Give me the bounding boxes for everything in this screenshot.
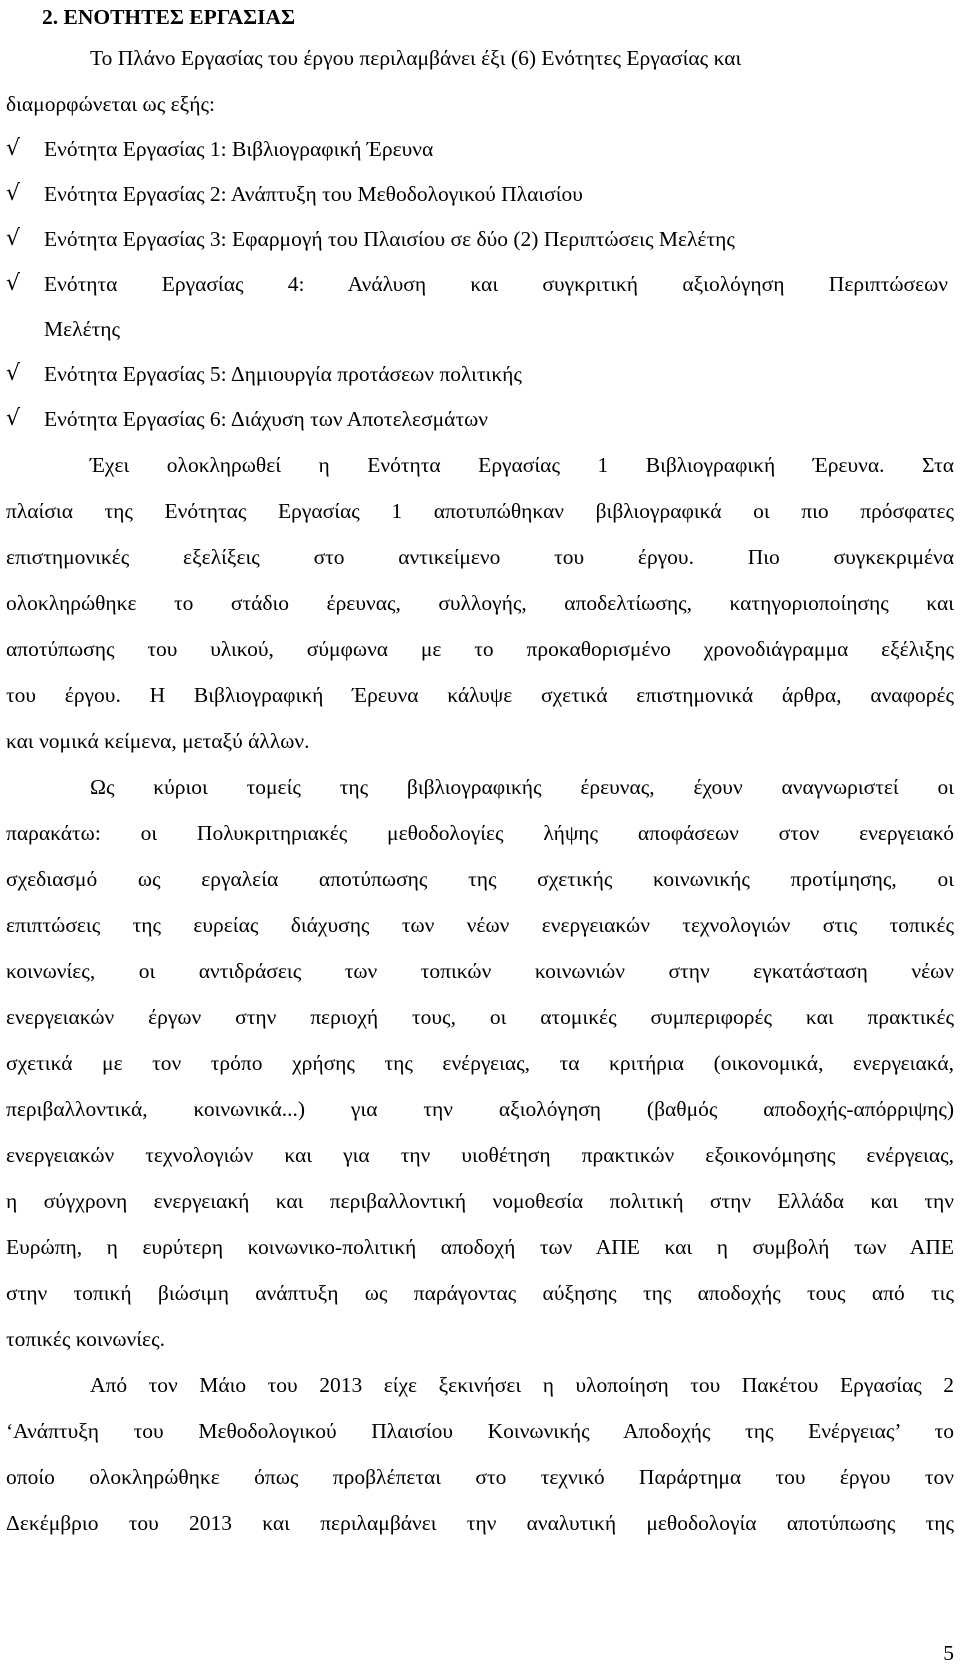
- check-icon: √: [6, 181, 21, 206]
- paragraph-1-line: ολοκληρώθηκε το στάδιο έρευνας, συλλογής, αποδελτίωσης, κατηγοριοποίησης και: [6, 591, 954, 615]
- page-number: 5: [943, 1641, 954, 1665]
- intro-line-1: Το Πλάνο Εργασίας του έργου περιλαμβάνει έξι (6) Ενότητες Εργασίας και: [90, 46, 742, 70]
- paragraph-2-line: επιπτώσεις της ευρείας διάχυσης των νέων ενεργειακών τεχνολογιών στις τοπικές: [6, 913, 954, 937]
- check-icon: √: [6, 136, 21, 161]
- check-icon: √: [6, 271, 21, 296]
- paragraph-1-line: και νομικά κείμενα, μεταξύ άλλων.: [6, 729, 310, 753]
- paragraph-3-line: Δεκέμβριο του 2013 και περιλαμβάνει την αναλυτική μεθοδολογία αποτύπωσης της: [6, 1511, 954, 1535]
- paragraph-1-line: Έχει ολοκληρωθεί η Ενότητα Εργασίας 1 Βιβλιογραφική Έρευνα. Στα: [90, 453, 954, 477]
- paragraph-3-line: Από τον Μάιο του 2013 είχε ξεκινήσει η υλοποίηση του Πακέτου Εργασίας 2: [90, 1373, 954, 1397]
- paragraph-1-line: του έργου. Η Βιβλιογραφική Έρευνα κάλυψε σχετικά επιστημονικά άρθρα, αναφορές: [6, 683, 954, 707]
- section-heading: 2. ΕΝΟΤΗΤΕΣ ΕΡΓΑΣΙΑΣ: [42, 5, 296, 29]
- paragraph-2-line: στην τοπική βιώσιμη ανάπτυξη ως παράγοντας αύξησης της αποδοχής τους από τις: [6, 1281, 954, 1305]
- check-icon: √: [6, 361, 21, 386]
- paragraph-3-line: οποίο ολοκληρώθηκε όπως προβλέπεται στο τεχνικό Παράρτημα του έργου τον: [6, 1465, 954, 1489]
- paragraph-1-line: αποτύπωσης του υλικού, σύμφωνα με το προκαθορισμένο χρονοδιάγραμμα εξέλιξης: [6, 637, 954, 661]
- work-package-item-5: Ενότητα Εργασίας 5: Δημιουργία προτάσεων πολιτικής: [44, 362, 522, 386]
- paragraph-2-line: η σύγχρονη ενεργειακή και περιβαλλοντική νομοθεσία πολιτική στην Ελλάδα και την: [6, 1189, 954, 1213]
- work-package-item-2: Ενότητα Εργασίας 2: Ανάπτυξη του Μεθοδολογικού Πλαισίου: [44, 182, 583, 206]
- paragraph-2-line: τοπικές κοινωνίες.: [6, 1327, 165, 1351]
- work-package-item-6: Ενότητα Εργασίας 6: Διάχυση των Αποτελεσμάτων: [44, 407, 488, 431]
- paragraph-2-line: κοινωνίες, οι αντιδράσεις των τοπικών κοινωνιών στην εγκατάσταση νέων: [6, 959, 954, 983]
- paragraph-2-line: σχεδιασμό ως εργαλεία αποτύπωσης της σχετικής κοινωνικής προτίμησης, οι: [6, 867, 954, 891]
- paragraph-3-line: ‘Ανάπτυξη του Μεθοδολογικού Πλαισίου Κοινωνικής Αποδοχής της Ενέργειας’ το: [6, 1419, 954, 1443]
- check-icon: √: [6, 406, 21, 431]
- work-package-item-4: Ενότητα Εργασίας 4: Ανάλυση και συγκριτική αξιολόγηση Περιπτώσεων: [44, 272, 948, 296]
- work-package-item-1: Ενότητα Εργασίας 1: Βιβλιογραφική Έρευνα: [44, 137, 434, 161]
- check-icon: √: [6, 226, 21, 251]
- paragraph-1-line: επιστημονικές εξελίξεις στο αντικείμενο του έργου. Πιο συγκεκριμένα: [6, 545, 954, 569]
- paragraph-2-line: περιβαλλοντικά, κοινωνικά...) για την αξιολόγηση (βαθμός αποδοχής-απόρριψης): [6, 1097, 954, 1121]
- paragraph-2-line: Ευρώπη, η ευρύτερη κοινωνικο-πολιτική αποδοχή των ΑΠΕ και η συμβολή των ΑΠΕ: [6, 1235, 954, 1259]
- work-package-item-4-continuation: Μελέτης: [44, 317, 120, 341]
- intro-line-2: διαμορφώνεται ως εξής:: [6, 92, 215, 116]
- paragraph-2-line: Ως κύριοι τομείς της βιβλιογραφικής έρευνας, έχουν αναγνωριστεί οι: [90, 775, 954, 799]
- paragraph-2-line: παρακάτω: οι Πολυκριτηριακές μεθοδολογίες λήψης αποφάσεων στον ενεργειακό: [6, 821, 954, 845]
- paragraph-2-line: ενεργειακών τεχνολογιών και για την υιοθέτηση πρακτικών εξοικονόμησης ενέργειας,: [6, 1143, 954, 1167]
- work-package-item-3: Ενότητα Εργασίας 3: Εφαρμογή του Πλαισίου σε δύο (2) Περιπτώσεις Μελέτης: [44, 227, 735, 251]
- paragraph-2-line: σχετικά με τον τρόπο χρήσης της ενέργειας, τα κριτήρια (οικονομικά, ενεργειακά,: [6, 1051, 954, 1075]
- paragraph-1-line: πλαίσια της Ενότητας Εργασίας 1 αποτυπώθηκαν βιβλιογραφικά οι πιο πρόσφατες: [6, 499, 954, 523]
- paragraph-2-line: ενεργειακών έργων στην περιοχή τους, οι ατομικές συμπεριφορές και πρακτικές: [6, 1005, 954, 1029]
